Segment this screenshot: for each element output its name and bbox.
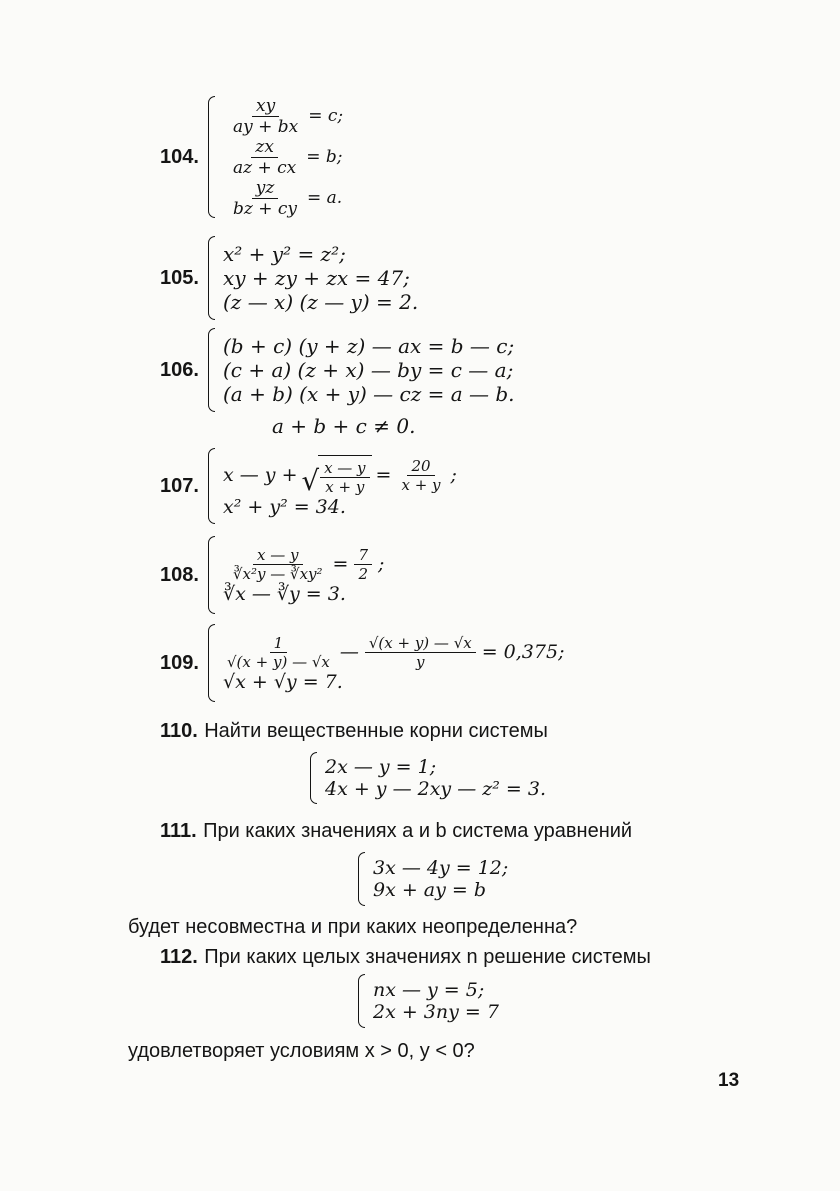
denominator: bz + cy	[233, 198, 298, 219]
problem-number: 108.	[160, 563, 199, 586]
system-brace	[208, 236, 215, 320]
equation-2: ∛x — ∛y = 3.	[223, 582, 346, 605]
problem-number: 110.	[160, 720, 198, 742]
equation-2: 4x + y — 2xy — z² = 3.	[325, 778, 546, 800]
equation-rows	[223, 634, 564, 693]
equation-2: 9x + ay = b	[373, 879, 487, 901]
denominator: 2	[358, 564, 369, 583]
numerator: zx	[251, 137, 278, 158]
radical-sign: √	[301, 464, 320, 497]
equals-sign: =	[375, 464, 392, 486]
system-brace	[208, 96, 215, 218]
denominator: √(x + y) — √x	[227, 652, 330, 671]
equation-lhs: x — y +	[223, 464, 298, 486]
radical	[302, 455, 372, 496]
numerator: 20	[407, 457, 434, 476]
problem-106	[160, 328, 515, 412]
page-number: 13	[718, 1070, 740, 1091]
equation-2: (c + a) (z + x) — by = c — a;	[223, 358, 514, 382]
equation-3	[223, 178, 343, 219]
numerator: 1	[270, 634, 288, 653]
fraction	[397, 457, 444, 494]
equation-1: (b + c) (y + z) — ax = b — c;	[223, 334, 515, 358]
system-brace	[358, 852, 365, 906]
equation-1	[223, 634, 564, 671]
equation-rows	[223, 455, 457, 518]
problem-107	[160, 448, 457, 524]
numerator: √(x + y) — √x	[365, 634, 476, 653]
numerator: 7	[354, 546, 372, 565]
equation-rhs: = a.	[307, 188, 343, 208]
numerator: x — y	[253, 546, 302, 565]
numerator: yz	[252, 178, 279, 199]
equation-2: 2x + 3ny = 7	[373, 1001, 499, 1023]
problem-112-system	[358, 974, 499, 1028]
problem-number: 106.	[160, 358, 199, 381]
problem-111-continuation: будет несовместна и при каких неопределенна?	[128, 916, 578, 938]
semicolon: ;	[378, 553, 385, 575]
equation-2	[223, 137, 343, 178]
denominator: ∛x²y — ∛xy²	[233, 564, 323, 583]
problem-110-system	[310, 752, 546, 804]
equation-rows	[223, 242, 418, 314]
equation-rhs: = c;	[308, 106, 344, 126]
system-brace	[208, 328, 215, 412]
equation-1	[223, 96, 343, 137]
equation-2: √x + √y = 7.	[223, 670, 343, 693]
minus-sign: —	[339, 641, 359, 663]
fraction	[229, 137, 300, 178]
equation-rows	[223, 334, 515, 406]
equation-rhs: = 0,375;	[481, 641, 565, 663]
problem-statement: При каких целых значениях n решение системы	[204, 946, 651, 968]
equation-3: (a + b) (x + y) — cz = a — b.	[223, 382, 515, 406]
condition-106: a + b + c ≠ 0.	[272, 414, 416, 438]
equals-sign: =	[332, 553, 349, 575]
system-brace	[310, 752, 317, 804]
equation-1: 3x — 4y = 12;	[373, 857, 509, 879]
problem-number: 112.	[160, 946, 198, 968]
problem-statement: При каких значениях a и b система уравнений	[203, 820, 633, 842]
problem-109	[160, 624, 564, 702]
problem-108	[160, 536, 384, 614]
equation-rows	[325, 756, 546, 800]
problem-number: 109.	[160, 651, 199, 674]
system-brace	[208, 536, 215, 614]
equation-1: 2x — y = 1;	[325, 756, 437, 778]
fraction	[365, 634, 476, 671]
equation-1	[223, 455, 457, 496]
problem-110-text	[160, 718, 548, 743]
equation-rows	[223, 96, 343, 219]
fraction	[354, 546, 372, 583]
equation-3: (z — x) (z — y) = 2.	[223, 290, 419, 314]
problem-number: 111.	[160, 820, 197, 842]
system-brace	[208, 448, 215, 524]
problem-105	[160, 236, 418, 320]
equation-1: x² + y² = z²;	[223, 242, 346, 266]
problem-111-text	[160, 818, 632, 843]
radicand	[318, 455, 371, 496]
system-brace	[208, 624, 215, 702]
system-brace	[358, 974, 365, 1028]
problem-112-continuation: удовлетворяет условиям x > 0, y < 0?	[128, 1040, 475, 1062]
equation-2: x² + y² = 34.	[223, 495, 346, 518]
problem-111-system	[358, 852, 508, 906]
equation-1: nx — y = 5;	[373, 979, 485, 1001]
fraction	[229, 96, 302, 137]
numerator: x — y	[320, 459, 369, 478]
denominator: az + cx	[233, 157, 297, 178]
fraction	[229, 546, 327, 583]
denominator: x + y	[325, 477, 365, 496]
numerator: xy	[252, 96, 279, 117]
problem-112-text	[160, 944, 651, 969]
problem-number: 107.	[160, 474, 199, 497]
equation-2: xy + zy + zx = 47;	[223, 266, 410, 290]
equation-rows	[223, 546, 384, 605]
denominator: y	[416, 652, 425, 671]
equation-1	[223, 546, 384, 583]
problem-statement: Найти вещественные корни системы	[204, 720, 548, 742]
equation-rows	[373, 857, 508, 901]
denominator: x + y	[401, 475, 441, 494]
fraction	[229, 178, 301, 219]
problem-number: 105.	[160, 266, 199, 289]
equation-rows	[373, 979, 499, 1023]
fraction	[320, 459, 369, 496]
denominator: ay + bx	[233, 116, 299, 137]
fraction	[223, 634, 334, 671]
problem-104	[160, 96, 343, 218]
equation-rhs: = b;	[306, 147, 343, 167]
problem-number: 104.	[160, 145, 199, 168]
semicolon: ;	[450, 464, 457, 486]
